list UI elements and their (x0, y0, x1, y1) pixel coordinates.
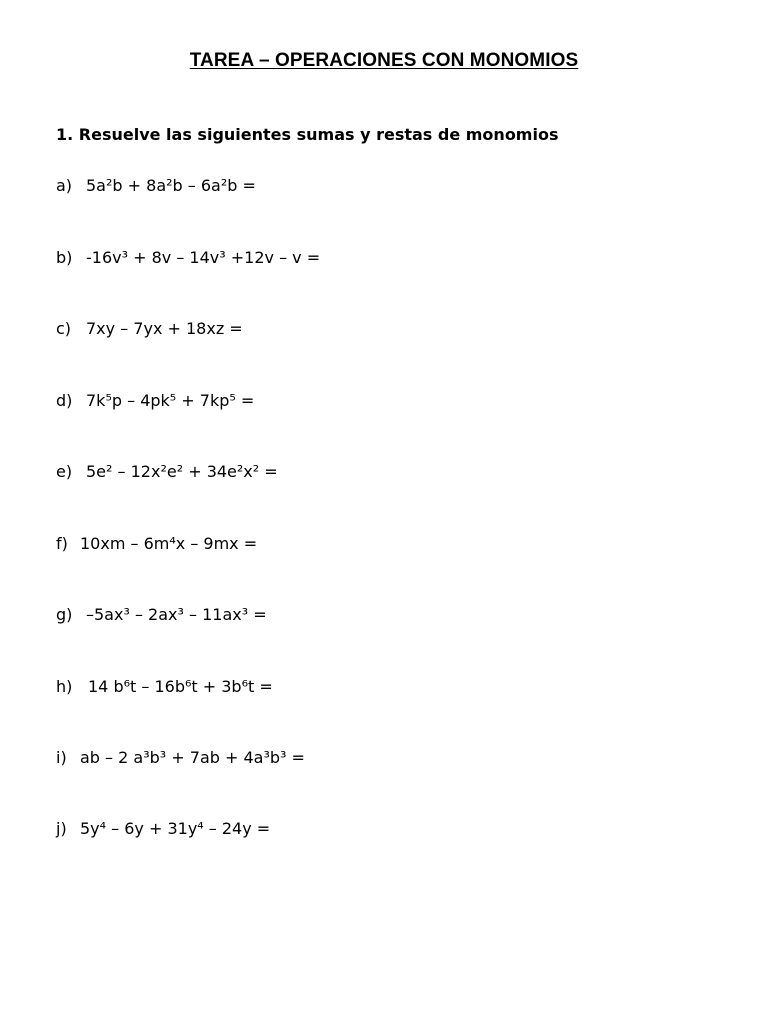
exercise-letter: c) (56, 319, 72, 338)
exercise-expression: 7xy – 7yx + 18xz = (86, 319, 243, 338)
exercise-item (56, 819, 270, 838)
exercise-expression: 7k⁵p – 4pk⁵ + 7kp⁵ = (86, 391, 255, 410)
exercise-expression: 5a²b + 8a²b – 6a²b = (86, 176, 256, 195)
exercise-letter: d) (56, 391, 73, 410)
exercise-item (56, 462, 278, 481)
exercise-letter: i) (56, 748, 67, 767)
document-title: TAREA – OPERACIONES CON MONOMIOS (189, 50, 579, 71)
exercise-expression: -16v³ + 8v – 14v³ +12v – v = (86, 248, 321, 267)
exercise-expression: 5y⁴ – 6y + 31y⁴ – 24y = (80, 819, 271, 838)
exercise-letter: g) (56, 605, 73, 624)
exercise-item (56, 248, 320, 267)
exercise-item (56, 605, 267, 624)
exercise-item (56, 534, 257, 553)
exercise-item (56, 677, 273, 696)
exercise-letter: f) (56, 534, 68, 553)
section-heading: 1. Resuelve las siguientes sumas y restas de monomios (56, 125, 559, 144)
exercise-expression: 10xm – 6m⁴x – 9mx = (80, 534, 258, 553)
exercise-letter: j) (56, 819, 67, 838)
exercise-item (56, 391, 254, 410)
exercise-letter: e) (56, 462, 73, 481)
exercise-item (56, 748, 305, 767)
exercise-letter: a) (56, 176, 73, 195)
exercise-letter: b) (56, 248, 73, 267)
exercise-item (56, 176, 256, 195)
exercise-expression: 14 b⁶t – 16b⁶t + 3b⁶t = (88, 677, 273, 696)
exercise-item (56, 319, 243, 338)
exercise-expression: ab – 2 a³b³ + 7ab + 4a³b³ = (80, 748, 305, 767)
exercise-expression: 5e² – 12x²e² + 34e²x² = (86, 462, 278, 481)
exercise-expression: –5ax³ – 2ax³ – 11ax³ = (86, 605, 267, 624)
exercise-letter: h) (56, 677, 73, 696)
